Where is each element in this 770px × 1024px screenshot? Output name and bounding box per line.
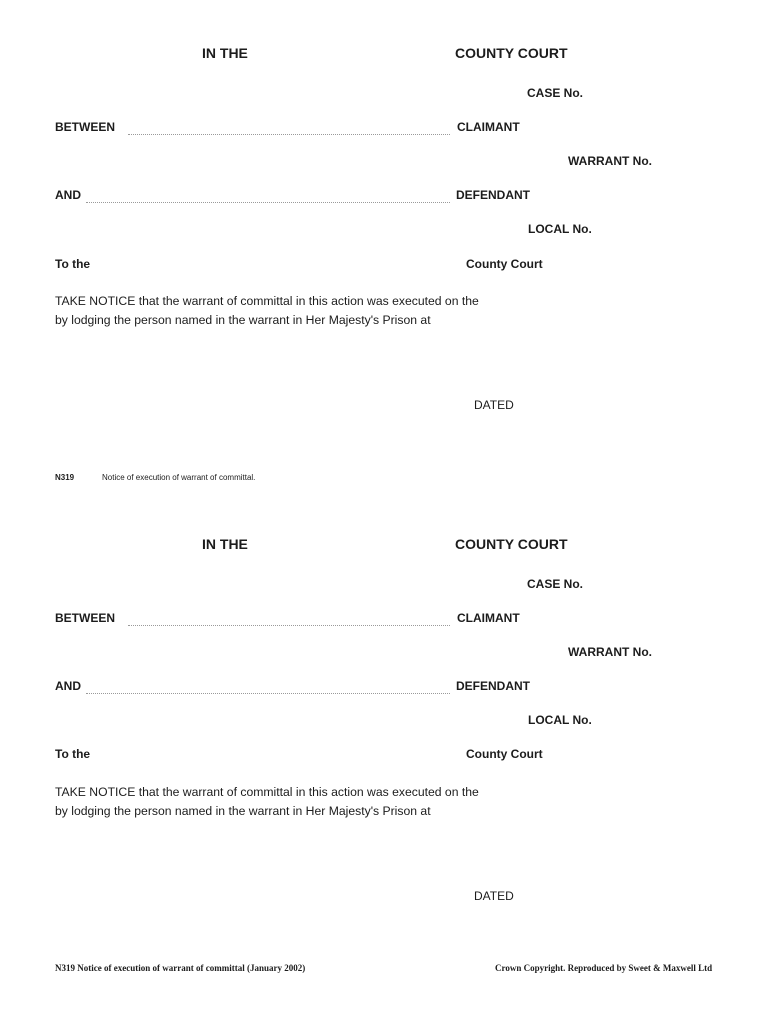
claimant-dotted-line	[128, 625, 450, 626]
notice-text-line2: by lodging the person named in the warrant in Her Majesty's Prison at	[55, 313, 431, 327]
county-court-label: County Court	[466, 257, 543, 271]
local-no-label: LOCAL No.	[528, 713, 592, 727]
local-no-label: LOCAL No.	[528, 222, 592, 236]
to-the-label: To the	[55, 747, 91, 761]
form-description: Notice of execution of warrant of committal.	[102, 473, 256, 482]
defendant-label: DEFENDANT	[456, 679, 530, 693]
court-suffix: COUNTY COURT	[455, 45, 568, 61]
form-code: N319	[55, 473, 75, 482]
defendant-dotted-line	[86, 693, 450, 694]
between-label: BETWEEN	[55, 120, 115, 134]
claimant-dotted-line	[128, 134, 450, 135]
notice-text-line1: TAKE NOTICE that the warrant of committal in this action was executed on the	[55, 294, 479, 308]
warrant-no-label: WARRANT No.	[568, 154, 652, 168]
warrant-no-label: WARRANT No.	[568, 645, 652, 659]
between-label: BETWEEN	[55, 611, 115, 625]
notice-text-line2: by lodging the person named in the warrant in Her Majesty's Prison at	[55, 804, 431, 818]
footer-copyright: Crown Copyright. Reproduced by Sweet & Maxwell Ltd	[495, 963, 713, 973]
dated-label: DATED	[474, 398, 514, 412]
case-no-label: CASE No.	[527, 577, 584, 591]
case-no-label: CASE No.	[527, 86, 584, 100]
and-label: AND	[55, 679, 81, 693]
court-prefix: IN THE	[202, 536, 248, 552]
dated-label: DATED	[474, 889, 514, 903]
footer-form-reference: N319 Notice of execution of warrant of committal (January 2002)	[55, 963, 306, 973]
defendant-label: DEFENDANT	[456, 188, 530, 202]
claimant-label: CLAIMANT	[457, 120, 520, 134]
to-the-label: To the	[55, 257, 91, 271]
county-court-label: County Court	[466, 747, 543, 761]
court-prefix: IN THE	[202, 45, 248, 61]
and-label: AND	[55, 188, 81, 202]
court-suffix: COUNTY COURT	[455, 536, 568, 552]
claimant-label: CLAIMANT	[457, 611, 520, 625]
notice-text-line1: TAKE NOTICE that the warrant of committal in this action was executed on the	[55, 785, 479, 799]
defendant-dotted-line	[86, 202, 450, 203]
